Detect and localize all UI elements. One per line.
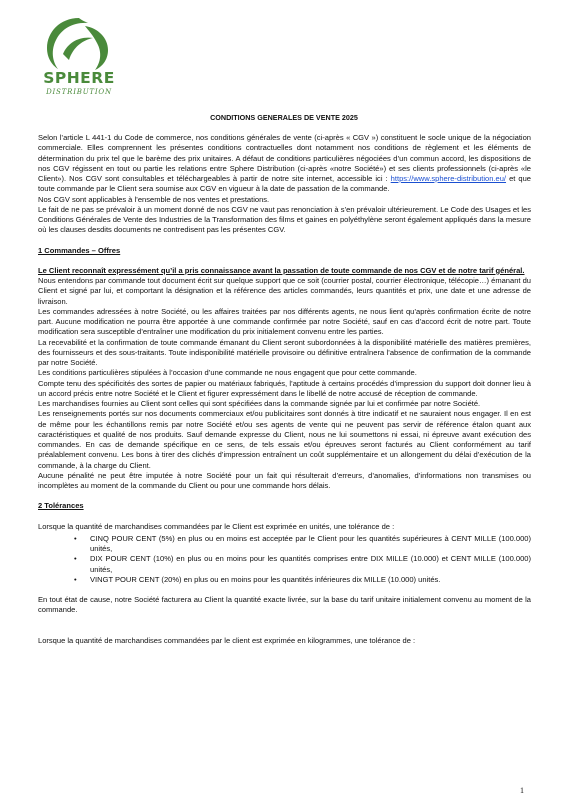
section-heading-commandes: 1 Commandes – Offres xyxy=(38,245,121,255)
page-number: 1 xyxy=(520,786,524,795)
section1-paragraph: Les conditions particulières stipulées à l’occasion d’une commande ne nous engagent que pour cette commande. xyxy=(38,368,417,378)
globe-swoosh-icon xyxy=(38,14,120,72)
section-heading-tolerances: 2 Tolérances xyxy=(38,501,84,511)
list-item xyxy=(38,554,531,575)
section2-lead: Lorsque la quantité de marchandises commandées par le Client est exprimée en unités, une tolérance de : xyxy=(38,521,395,531)
section1-paragraph: Les renseignements portés sur nos documents commerciaux et/ou publicitaires sont donnés à titre indicatif et ne sauraient nous engager. Il en est de même pour les échantillons remis par notre Société et/ou ses agents de vente qui ne peuvent pas servir de référence étalon quant aux caractéristiques et qualité de nos produits. Sauf demande expresse du Client, nous ne lui soumettons ni essai, ni épreuve avant exécution des commandes. En cas de demande spécifique en ce sens, de tels essais et/ou épreuves seront facturés au Client conformément au tarif préalablement convenu. Les bons à tirer des clichés d’impression entraînent un coût supplémentaire et un allongement du délai d’exécution de la commande, à la charge du Client. xyxy=(38,409,531,470)
bullet-icon: • xyxy=(74,554,77,564)
section1-paragraph: Les marchandises fournies au Client sont celles qui sont spécifiées dans la commande signée par lui et confirmée par notre Société. xyxy=(38,399,481,408)
section1-lead: Le Client reconnaît expressément qu’il a pris connaissance avant la passation de toute commande de nos CGV et de notre tarif général. xyxy=(38,265,525,275)
section1-paragraph: Aucune pénalité ne peut être imputée à notre Société pour un fait qui résulterait d’erreurs, d’anomalies, d’informations non transmises ou incomplètes au moment de la commande du Client ou pour une commande hors délais. xyxy=(38,470,531,490)
list-item-text: DIX POUR CENT (10%) en plus ou en moins pour les quantités comprises entre DIX MILLE (10.000) et CENT MILLE (100.000) unités, xyxy=(90,554,531,574)
logo-wordmark: SPHERE xyxy=(43,69,115,87)
list-item-text: CINQ POUR CENT (5%) en plus ou en moins est acceptée par le Client pour les quantités supérieures à CENT MILLE (100.000) unités, xyxy=(90,533,531,553)
section2-after-paragraph: En tout état de cause, notre Société facturera au Client la quantité exacte livrée, sur la base du tarif unitaire initialement convenu au moment de la commande. xyxy=(38,595,531,615)
section1-paragraph: Compte tenu des spécificités des sortes de papier ou matériaux fabriqués, l’aptitude à certains procédés d’impression du support doit donner lieu à un accord précis entre notre Société et le Client et figurer expressément dans le libellé de notre accusé de réception de commande. xyxy=(38,378,531,398)
list-item xyxy=(38,575,531,585)
bullet-icon: • xyxy=(74,533,77,543)
section2-kg-lead: Lorsque la quantité de marchandises commandées par le client est exprimée en kilogrammes, une tolérance de : xyxy=(38,635,416,645)
logo-subtitle: DISTRIBUTION xyxy=(46,88,112,96)
sphere-distribution-logo xyxy=(38,14,120,98)
section1-paragraph: La recevabilité et la confirmation de toute commande émanant du Client seront subordonnées à la disponibilité matérielle des matières premières, des fournisseurs et des sous-traitants. Toute indisponibilité matérielle provisoire ou définitive entraînera l’absence de confirmation de la commande par notre Société. xyxy=(38,337,531,367)
intro-text-before-link: Selon l’article L 441-1 du Code de commerce, nos conditions générales de vente (ci-après « CGV ») constituent le socle unique de la négociation commerciale. Elles comprennent les présentes conditions contractuelles dont notamment nos conditions de règlement et les éléments de détermination du prix tel que le barème des prix unitaires. A défaut de conditions particulières négociées d’un commun accord, les dispositions de nos CGV régissent en tout ou partie les relations entre Sphere Distribution (ci-après «notre Société») et ses clients professionnels (ci-après «le Client»). Nos CGV sont consultables et téléchargeables à partir de notre site internet, accessible ici : xyxy=(38,133,531,183)
applicability-paragraph: Nos CGV sont applicables à l’ensemble de nos ventes et prestations. xyxy=(38,194,270,204)
section1-paragraph: Les commandes adressées à notre Société, ou les affaires traitées par nos différents agents, ne nous lient qu’après confirmation écrite de notre part. Aucune modification ne pourra être apportée à une commande confirmée par notre Société, sauf en cas d’accord écrit de notre part. Toute modification sera susceptible d’entraîner une modification du prix initialement convenu entre les parties. xyxy=(38,306,531,337)
tolerance-list xyxy=(38,534,531,585)
section1-paragraph: Nous entendons par commande tout document écrit sur quelque support que ce soit (courrier postal, courrier électronique, télécopie…) émanant du Client et signé par lui, et comportant la désignation et la référence des articles commandés, leurs quantités et prix, une date et une adresse de livraison. xyxy=(38,276,531,306)
waiver-paragraph: Le fait de ne pas se prévaloir à un moment donné de nos CGV ne vaut pas renonciation à s’en prévaloir ultérieurement. Le Code des Usages et les Conditions Générales de Vente des Industries de la Transformation des films et gaines en polyéthylène seront également appliqués dans la mesure où les clauses desdits documents ne contredisent pas les présentes CGV. xyxy=(38,204,531,235)
list-item-text: VINGT POUR CENT (20%) en plus ou en moins pour les quantités inférieures dix MILLE (10.000) unités. xyxy=(90,574,441,584)
page-title: CONDITIONS GENERALES DE VENTE 2025 xyxy=(210,113,358,122)
bullet-icon: • xyxy=(74,574,77,584)
intro-paragraph xyxy=(38,133,531,195)
document-body xyxy=(38,133,531,646)
intro-text-after-link: et que toute commande par le Client sera soumise aux CGV en vigueur à la date de passation de la commande. xyxy=(38,174,531,194)
list-item xyxy=(38,534,531,555)
website-link[interactable]: https://www.sphere-distribution.eu/ xyxy=(390,174,507,183)
